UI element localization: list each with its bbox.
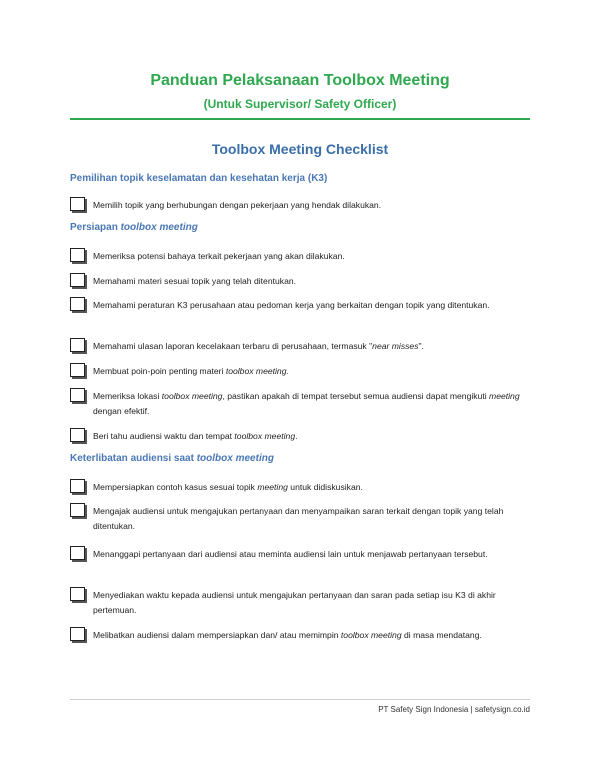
text-run: Keterlibatan audiensi saat: [70, 453, 197, 464]
checklist-item-text: [93, 249, 540, 264]
section-heading: Pemilihan topik keselamatan dan kesehatan kerja (K3): [70, 173, 328, 184]
checklist-item-text: [93, 480, 540, 495]
checkbox[interactable]: [70, 546, 85, 560]
text-run: Mengajak audiensi untuk mengajukan pertanyaan dan menyampaikan saran terkait dengan topik yang telah ditentukan.: [93, 506, 504, 531]
checkbox[interactable]: [70, 627, 85, 641]
italic-text-run: meeting: [489, 391, 520, 401]
section-heading: [70, 453, 274, 464]
document-subtitle: (Untuk Supervisor/ Safety Officer): [203, 97, 397, 111]
checkbox[interactable]: [70, 503, 85, 517]
section-heading: [70, 222, 198, 233]
checklist-item-text: [93, 198, 540, 213]
text-run: , pastikan apakah di tempat tersebut semua audiensi dapat mengikuti: [222, 391, 490, 401]
checklist-title: Toolbox Meeting Checklist: [211, 141, 389, 157]
text-run: Memahami materi sesuai topik yang telah ditentukan.: [93, 276, 297, 286]
italic-text-run: toolbox meeting: [196, 453, 274, 464]
text-run: Memeriksa potensi bahaya terkait pekerjaan yang akan dilakukan.: [93, 251, 345, 261]
footer-text: PT Safety Sign Indonesia | safetysign.co.id: [378, 705, 530, 714]
checkbox[interactable]: [70, 363, 85, 377]
checklist-item-text: [93, 339, 540, 354]
checkbox[interactable]: [70, 273, 85, 287]
text-run: Melibatkan audiensi dalam mempersiapkan dan/ atau memimpin: [93, 630, 341, 640]
checkbox[interactable]: [70, 587, 85, 601]
document-title: Panduan Pelaksanaan Toolbox Meeting: [150, 72, 450, 89]
text-run: dengan efektif.: [93, 406, 150, 416]
text-run: Memilih topik yang berhubungan dengan pekerjaan yang hendak dilakukan.: [93, 200, 382, 210]
italic-text-run: toolbox meeting: [340, 630, 402, 640]
text-run: Persiapan: [70, 222, 121, 233]
checkbox[interactable]: [70, 248, 85, 262]
checkbox[interactable]: [70, 479, 85, 493]
text-run: Memeriksa lokasi: [93, 391, 162, 401]
checklist-item-text: [93, 504, 540, 534]
text-run: Mempersiapkan contoh kasus sesuai topik: [93, 482, 258, 492]
text-run: untuk didiskusikan.: [287, 482, 363, 492]
checklist-item-text: [93, 588, 540, 618]
text-run: Membuat poin-poin penting materi: [93, 366, 226, 376]
checklist-item-text: [93, 274, 540, 289]
italic-text-run: toolbox meeting: [234, 431, 296, 441]
title-divider: [70, 118, 530, 120]
italic-text-run: toolbox meeting: [161, 391, 223, 401]
checklist-item-text: [93, 547, 540, 562]
italic-text-run: toolbox meeting.: [225, 366, 289, 376]
checkbox[interactable]: [70, 388, 85, 402]
italic-text-run: toolbox meeting: [120, 222, 198, 233]
text-run: .: [295, 431, 298, 441]
text-run: Beri tahu audiensi waktu dan tempat: [93, 431, 235, 441]
checklist-item-text: [93, 364, 540, 379]
checkbox[interactable]: [70, 197, 85, 211]
checklist-item-text: [93, 628, 540, 643]
checklist-item-text: [93, 298, 540, 313]
text-run: Memahami ulasan laporan kecelakaan terbaru di perusahaan, termasuk ": [93, 341, 373, 351]
text-run: Menanggapi pertanyaan dari audiensi atau meminta audiensi lain untuk menjawab pertanyaan tersebut.: [93, 549, 488, 559]
text-run: di masa mendatang.: [401, 630, 482, 640]
checklist-item-text: [93, 389, 540, 419]
footer-divider: [70, 699, 530, 700]
checkbox[interactable]: [70, 338, 85, 352]
text-run: Memahami peraturan K3 perusahaan atau pedoman kerja yang berkaitan dengan topik yang ditentukan.: [93, 300, 490, 310]
italic-text-run: near misses: [372, 341, 419, 351]
italic-text-run: meeting: [257, 482, 288, 492]
checklist-item-text: [93, 429, 540, 444]
text-run: Menyediakan waktu kepada audiensi untuk mengajukan pertanyaan dan saran pada setiap isu K3 di akhir pertemuan.: [93, 590, 496, 615]
checkbox[interactable]: [70, 297, 85, 311]
text-run: ".: [418, 341, 424, 351]
checkbox[interactable]: [70, 428, 85, 442]
